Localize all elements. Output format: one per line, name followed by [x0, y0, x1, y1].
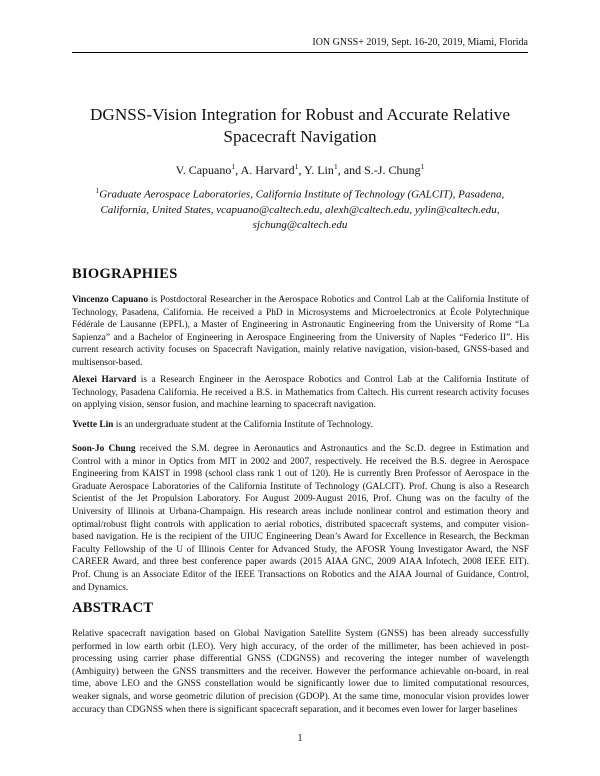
author-affil-mark: 1 — [231, 162, 236, 171]
biographies-heading: BIOGRAPHIES — [72, 266, 178, 282]
bio-text: received the S.M. degree in Aeronautics and Astronautics and the Sc.D. degree in Estimation and Control with a minor in Optics from MIT in 2002 and 2007, respectively. He received the B.S. degree in Aerospace Engineering from KAIST in 1998 (school class rank 1 out of 120). He is currently Bren Professor of Aerospace in the Graduate Aerospace Laboratories of the California Institute of Technology (GALCIT). Prof. Chung is also a Research Scientist of the Jet Propulsion Laboratory. For August 2009-August 2016, Prof. Chung was on the faculty of the University of Illinois at Urbana-Champaign. His research areas include nonlinear control and estimation theory and optimal/robust flight controls with application to aerial robotics, distributed spacecraft systems, and computer vision-based navigation. He is the recipient of the UIUC Engineering Dean’s Award for Excellence in Research, the Beckman Faculty Fellowship of the U of Illinois Center for Advanced Study, the AFOSR Young Investigator Award, the NSF CAREER Award, and three best conference paper awards (2015 AIAA GNC, 2009 AIAA Infotech, 2008 IEEE EIT). Prof. Chung is an Associate Editor of the IEEE Transactions on Robotics and the AIAA Journal of Guidance, Control, and Dynamics. — [72, 444, 529, 593]
author-affil-mark: 1 — [333, 162, 338, 171]
bio-name: Soon-Jo Chung — [72, 444, 136, 454]
affiliation — [80, 184, 520, 233]
abstract-paragraph: Relative spacecraft navigation based on Global Navigation Satellite System (GNSS) has been already successfully performed in low earth orbit (LEO). Very high accuracy, of the order of the millimeter, has been achieved in post-processing using carrier phase differential GNSS (CDGNSS) and recovering the integer number of wavelength (Ambiguity) between the GNSS transmitters and the receiver. However the performance achievable on-board, in real time, above LEO and the GNSS constellation would be significantly lower due to limited computational resources, weaker signals, and worse geometric dilution of precision (GDOP). At the same time, monocular vision provides lower accuracy than CDGNSS when there is significant spacecraft separation, and it becomes even lower for larger baselines — [72, 629, 529, 715]
bio-paragraph — [72, 419, 529, 432]
author-separator: , and — [337, 163, 365, 177]
header-rule — [72, 52, 528, 53]
bio-paragraph — [72, 294, 529, 370]
bio-text: is a Research Engineer in the Aerospace Robotics and Control Lab at the California Institute of Technology, Pasadena California. He received a B.S. in Mathematics from Caltech. His current research activity focuses on applying vision, sensor fusion, and machine learning to spacecraft navigation. — [72, 375, 529, 411]
author-name: S.-J. Chung — [364, 163, 421, 177]
affiliation-mark: 1 — [95, 187, 100, 195]
author-affil-mark: 1 — [420, 162, 425, 171]
bio-name: Alexei Harvard — [72, 375, 137, 385]
bio-text: is Postdoctoral Researcher in the Aerospace Robotics and Control Lab at the California Institute of Technology, Pasadena, California. He received a PhD in Microsystems and Microelectronics at École Polytechnique Fédérale de Lausanne (EPFL), a Master of Engineering in Astronautic Engineering from the University of Rome “La Sapienza” and a Bachelor of Engineering in Aerospace Engineering from the University of Naples “Federico II”. His current research activity focuses on Spacecraft Navigation, mainly relative navigation, vision-based, GNSS-based and multisensor-based. — [72, 295, 529, 368]
affiliation-line-1 — [80, 184, 520, 203]
author-separator: , — [235, 163, 241, 177]
paper-title — [72, 104, 528, 148]
page-number: 1 — [297, 733, 303, 744]
author-name: A. Harvard — [240, 163, 295, 177]
affiliation-line-2: California, United States, vcapuano@caltech.edu, alexh@caltech.edu, yylin@caltech.edu, — [100, 203, 500, 216]
author-list — [72, 162, 528, 178]
author-name: V. Capuano — [175, 163, 232, 177]
author-affil-mark: 1 — [294, 162, 299, 171]
title-line-2: Spacecraft Navigation — [223, 127, 377, 146]
bio-name: Vincenzo Capuano — [72, 295, 149, 305]
bio-name: Yvette Lin — [72, 420, 114, 430]
bio-paragraph — [72, 374, 529, 412]
bio-text: is an undergraduate student at the California Institute of Technology. — [113, 420, 373, 430]
bio-paragraph — [72, 443, 529, 594]
abstract-heading: ABSTRACT — [72, 600, 154, 616]
affiliation-line-3: sjchung@caltech.edu — [252, 218, 348, 231]
running-header: ION GNSS+ 2019, Sept. 16-20, 2019, Miami, Florida — [312, 37, 528, 48]
author-name: Y. Lin — [304, 163, 334, 177]
title-line-1: DGNSS-Vision Integration for Robust and Accurate Relative — [90, 105, 510, 124]
author-separator: , — [298, 163, 305, 177]
affiliation-text: Graduate Aerospace Laboratories, California Institute of Technology (GALCIT), Pasadena, — [99, 188, 505, 201]
